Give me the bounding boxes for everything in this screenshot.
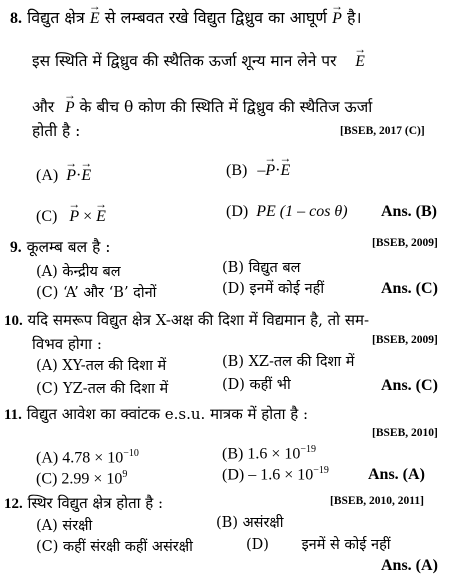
q8-text-line4: होती है :	[32, 122, 81, 140]
q8-opt-d-label: (D)	[226, 203, 249, 220]
q11-opt-a-label: (A)	[36, 449, 59, 467]
q10-line1	[4, 313, 369, 329]
q11-source: [BSEB, 2010]	[372, 427, 438, 439]
q12-option-b: (B) असंरक्षी	[216, 515, 284, 531]
q11-option-c	[36, 470, 127, 487]
q9-line1	[10, 240, 110, 256]
q8-option-a	[36, 168, 91, 184]
q8-vector-p: → P	[332, 11, 342, 27]
q11-opt-d-label: (D)	[222, 466, 245, 484]
q9-option-c: (C) ‘A’ और ‘B’ दोनों	[36, 285, 157, 301]
q11-opt-c-base: 2.99 × 10	[61, 470, 123, 488]
q10-option-c: (C) YZ-तल की दिशा में	[36, 381, 169, 397]
q8-source: [BSEB, 2017 (C)]	[340, 125, 425, 137]
q8-opt-b-label: (B)	[226, 162, 248, 179]
q8-option-c	[36, 209, 106, 225]
q11-option-b	[222, 445, 316, 462]
q8-opt-b-vector-e: → E	[280, 163, 290, 179]
q11-option-d	[222, 466, 329, 483]
q10-option-d: (D) कहीं भी	[222, 377, 291, 393]
q12-line1	[4, 496, 163, 512]
q11-line1	[4, 407, 308, 423]
q8-text-line3: के बीच θ कोण की स्थिति में द्विध्रुव की स्थैतिज ऊर्जा	[79, 98, 373, 116]
q8-option-d	[226, 204, 348, 220]
q9-option-a: (A) केन्द्रीय बल	[36, 264, 121, 280]
q8-opt-b-minus: –	[257, 162, 266, 179]
q11-opt-b-label: (B)	[222, 445, 244, 463]
q8-line1	[10, 10, 362, 27]
q11-option-a	[36, 449, 139, 466]
q12-option-d	[246, 538, 391, 553]
q9-number: 9.	[10, 239, 22, 256]
q10-option-a: (A) XY-तल की दिशा में	[36, 358, 167, 374]
q9-source: [BSEB, 2009]	[372, 237, 438, 249]
q8-text-part1: विद्युत क्षेत्र	[27, 8, 85, 27]
q8-vector-p-2: → P	[65, 100, 74, 116]
q11-opt-c-exp: 9	[122, 469, 128, 480]
q8-opt-d-text: PE (1 – cos θ)	[256, 203, 348, 220]
q8-text-line2: इस स्थिति में द्विध्रुव की स्थैतिक ऊर्जा शून्य मान लेने पर	[32, 52, 337, 70]
q12-question: स्थिर विद्युत क्षेत्र होता है :	[27, 494, 164, 512]
q8-opt-a-vector-e: → E	[81, 168, 91, 184]
q11-number: 11.	[4, 407, 22, 423]
q11-question: विद्युत आवेश का क्वांटक e.s.u. मात्रक में होता है :	[26, 405, 309, 423]
q11-opt-d-exp: −19	[313, 465, 329, 476]
q8-opt-b-vector-p: → P	[265, 163, 275, 179]
q12-opt-d-text: इनमें से कोई नहीं	[301, 537, 391, 553]
q10-source: [BSEB, 2009]	[372, 334, 438, 346]
q8-opt-a-vector-p: → P	[66, 168, 76, 184]
q8-opt-c-cross: ×	[83, 208, 93, 225]
q8-option-b	[226, 163, 290, 179]
q11-opt-a-base: 4.78 × 10	[62, 449, 124, 467]
q8-vector-e: → E	[90, 11, 100, 27]
q12-source: [BSEB, 2010, 2011]	[330, 495, 424, 507]
q8-opt-b-dot: ·	[275, 162, 281, 179]
q8-vector-e-2: → E	[355, 54, 364, 70]
q8-line3	[32, 100, 372, 116]
q10-text-line1: यदि समरूप विद्युत क्षेत्र X-अक्ष की दिशा में विद्यमान है, तो सम-	[27, 311, 370, 329]
q8-answer: Ans. (B)	[381, 203, 438, 220]
q8-number: 8.	[10, 10, 22, 27]
q8-text-and: और	[32, 98, 55, 116]
q12-option-c: (C) कहीं संरक्षी कहीं असंरक्षी	[36, 539, 193, 555]
q9-answer: Ans. (C)	[381, 280, 438, 297]
q11-answer: Ans. (A)	[368, 466, 425, 483]
q8-line2	[32, 54, 365, 70]
q8-opt-c-label: (C)	[36, 208, 58, 225]
q8-text-part3: है।	[346, 8, 362, 27]
q11-opt-c-label: (C)	[36, 470, 58, 488]
q11-opt-b-exp: −19	[300, 444, 316, 455]
q9-option-d: (D) इनमें कोई नहीं	[222, 281, 325, 297]
q10-line2: विभव होगा :	[32, 335, 102, 353]
q9-question: कूलम्ब बल है :	[26, 238, 111, 256]
q10-option-b: (B) XZ-तल की दिशा में	[222, 354, 355, 370]
q12-answer: Ans. (A)	[381, 557, 438, 574]
q8-opt-c-vector-p: → P	[69, 209, 79, 225]
q10-answer: Ans. (C)	[381, 377, 438, 394]
q12-option-a: (A) संरक्षी	[36, 518, 93, 534]
q10-number: 10.	[4, 313, 23, 329]
q11-opt-b-base: 1.6 × 10	[247, 445, 301, 463]
q8-opt-a-dot: ·	[76, 167, 82, 184]
q11-opt-d-base: – 1.6 × 10	[248, 466, 314, 484]
q8-text-part2: से लम्बवत रखे विद्युत द्विध्रुव का आघूर्ण	[104, 8, 327, 27]
q11-opt-a-exp: −10	[123, 448, 139, 459]
q8-opt-c-vector-e: → E	[96, 209, 106, 225]
q8-opt-a-label: (A)	[36, 167, 59, 184]
q8-line4	[32, 124, 80, 140]
q9-option-b: (B) विद्युत बल	[222, 260, 301, 276]
q12-opt-d-label: (D)	[246, 537, 269, 553]
q12-number: 12.	[4, 496, 23, 512]
